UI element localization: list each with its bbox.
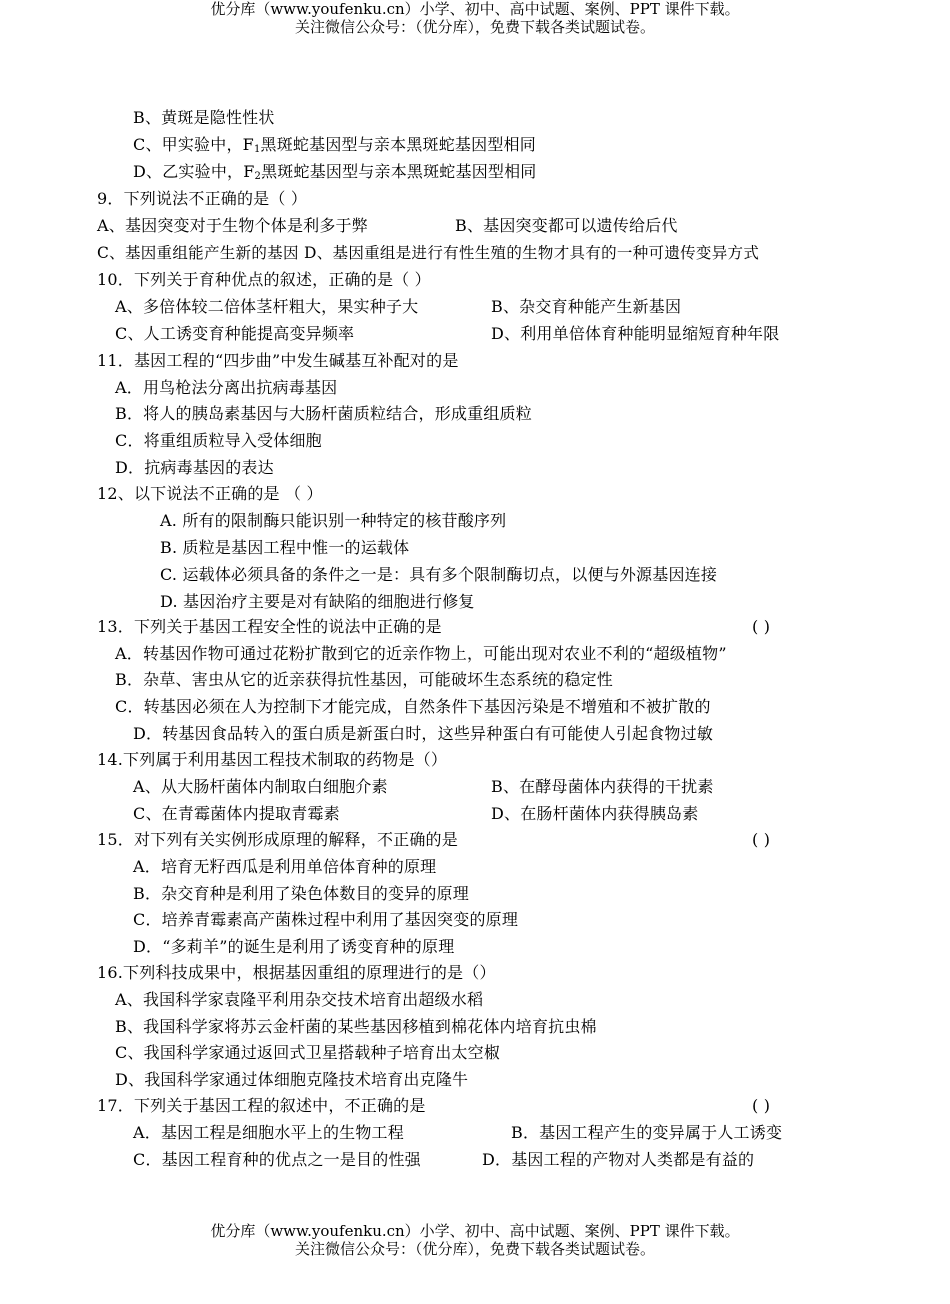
q15-option-d: D．“多莉羊”的诞生是利用了诱变育种的原理 xyxy=(133,937,455,956)
q17-stem: 17．下列关于基因工程的叙述中，不正确的是 xyxy=(97,1096,426,1115)
q12-option-a: A. 所有的限制酶只能识别一种特定的核苷酸序列 xyxy=(160,511,507,530)
q10-option-c: C、人工诱变育种能提高变异频率 xyxy=(115,324,355,343)
q17-option-d: D．基因工程的产物对人类都是有益的 xyxy=(482,1150,755,1169)
q15-answer-paren: ( ) xyxy=(752,830,771,849)
q11-option-d: D．抗病毒基因的表达 xyxy=(115,458,274,477)
q13-option-c: C．转基因必须在人为控制下才能完成，自然条件下基因污染是不增殖和不被扩散的 xyxy=(115,697,711,716)
q10-option-b: B、杂交育种能产生新基因 xyxy=(491,297,682,316)
q12-option-c: C. 运载体必须具备的条件之一是：具有多个限制酶切点，以便与外源基因连接 xyxy=(160,565,718,584)
q12-option-d: D. 基因治疗主要是对有缺陷的细胞进行修复 xyxy=(160,592,475,611)
q15-stem: 15．对下列有关实例形成原理的解释，不正确的是 xyxy=(97,830,458,849)
q12-stem: 12、以下说法不正确的是 （ ） xyxy=(97,484,323,503)
q13-stem: 13．下列关于基因工程安全性的说法中正确的是 xyxy=(97,617,442,636)
q9-option-cd: C、基因重组能产生新的基因 D、基因重组是进行有性生殖的生物才具有的一种可遗传变异方式 xyxy=(97,244,760,262)
q11-stem: 11．基因工程的“四步曲”中发生碱基互补配对的是 xyxy=(97,351,459,370)
q11-option-b: B．将人的胰岛素基因与大肠杆菌质粒结合，形成重组质粒 xyxy=(115,404,532,423)
q8-option-b: B、黄斑是隐性性状 xyxy=(133,108,275,127)
q9-option-a: A、基因突变对于生物个体是利多于弊 xyxy=(97,216,368,235)
q11-option-c: C．将重组质粒导入受体细胞 xyxy=(115,431,322,450)
q15-option-a: A．培育无籽西瓜是利用单倍体育种的原理 xyxy=(133,857,437,876)
q16-option-b: B、我国科学家将苏云金杆菌的某些基因移植到棉花体内培育抗虫棉 xyxy=(115,1017,597,1036)
q9-stem: 9．下列说法不正确的是（ ） xyxy=(97,189,308,208)
footer-line-2: 关注微信公众号：（优分库），免费下载各类试题试卷。 xyxy=(294,1240,655,1258)
q10-stem: 10．下列关于育种优点的叙述，正确的是（ ） xyxy=(97,270,431,289)
q15-option-b: B．杂交育种是利用了染色体数目的变异的原理 xyxy=(133,884,469,903)
q16-stem: 16.下列科技成果中，根据基因重组的原理进行的是（） xyxy=(97,963,496,982)
header-line-1: 优分库（www.youfenku.cn）小学、初中、高中试题、案例、PPT 课件下载。 xyxy=(210,0,740,18)
q13-option-b: B．杂草、害虫从它的近亲获得抗性基因，可能破坏生态系统的稳定性 xyxy=(115,670,613,689)
q15-option-c: C．培养青霉素高产菌株过程中利用了基因突变的原理 xyxy=(133,910,519,929)
q14-stem: 14.下列属于利用基因工程技术制取的药物是（） xyxy=(97,750,448,769)
q12-option-b: B. 质粒是基因工程中惟一的运载体 xyxy=(160,538,410,557)
q16-option-c: C、我国科学家通过返回式卫星搭载种子培育出太空椒 xyxy=(115,1043,501,1062)
q13-option-a: A．转基因作物可通过花粉扩散到它的近亲作物上，可能出现对农业不利的“超级植物” xyxy=(115,644,727,663)
q14-option-a: A、从大肠杆菌体内制取白细胞介素 xyxy=(133,777,388,796)
q17-answer-paren: ( ) xyxy=(752,1096,771,1115)
q14-option-c: C、在青霉菌体内提取青霉素 xyxy=(133,804,340,823)
q13-answer-paren: ( ) xyxy=(752,617,771,636)
q16-option-d: D、我国科学家通过体细胞克隆技术培育出克隆牛 xyxy=(115,1070,469,1089)
footer-line-1: 优分库（www.youfenku.cn）小学、初中、高中试题、案例、PPT 课件下载。 xyxy=(210,1222,740,1240)
q13-option-d: D．转基因食品转入的蛋白质是新蛋白时，这些异种蛋白有可能使人引起食物过敏 xyxy=(133,724,714,743)
q8-option-d: D、乙实验中，$F_2$黑斑蛇基因型与亲本黑斑蛇基因型相同 xyxy=(133,162,537,182)
q11-option-a: A．用鸟枪法分离出抗病毒基因 xyxy=(115,378,338,397)
q10-option-a: A、多倍体较二倍体茎杆粗大，果实种子大 xyxy=(115,297,419,316)
q17-option-c: C．基因工程育种的优点之一是目的性强 xyxy=(133,1150,421,1169)
header-line-2: 关注微信公众号：（优分库），免费下载各类试题试卷。 xyxy=(294,18,655,36)
q14-option-d: D、在肠杆菌体内获得胰岛素 xyxy=(491,804,699,823)
q16-option-a: A、我国科学家袁隆平利用杂交技术培育出超级水稻 xyxy=(115,990,484,1009)
q8-option-c: C、甲实验中，$F_1$黑斑蛇基因型与亲本黑斑蛇基因型相同 xyxy=(133,135,536,155)
q10-option-d: D、利用单倍体育种能明显缩短育种年限 xyxy=(491,324,780,343)
q17-option-a: A．基因工程是细胞水平上的生物工程 xyxy=(133,1123,404,1142)
q9-option-b: B、基因突变都可以遗传给后代 xyxy=(455,216,678,235)
q17-option-b: B．基因工程产生的变异属于人工诱变 xyxy=(511,1123,783,1142)
q14-option-b: B、在酵母菌体内获得的干扰素 xyxy=(491,777,714,796)
